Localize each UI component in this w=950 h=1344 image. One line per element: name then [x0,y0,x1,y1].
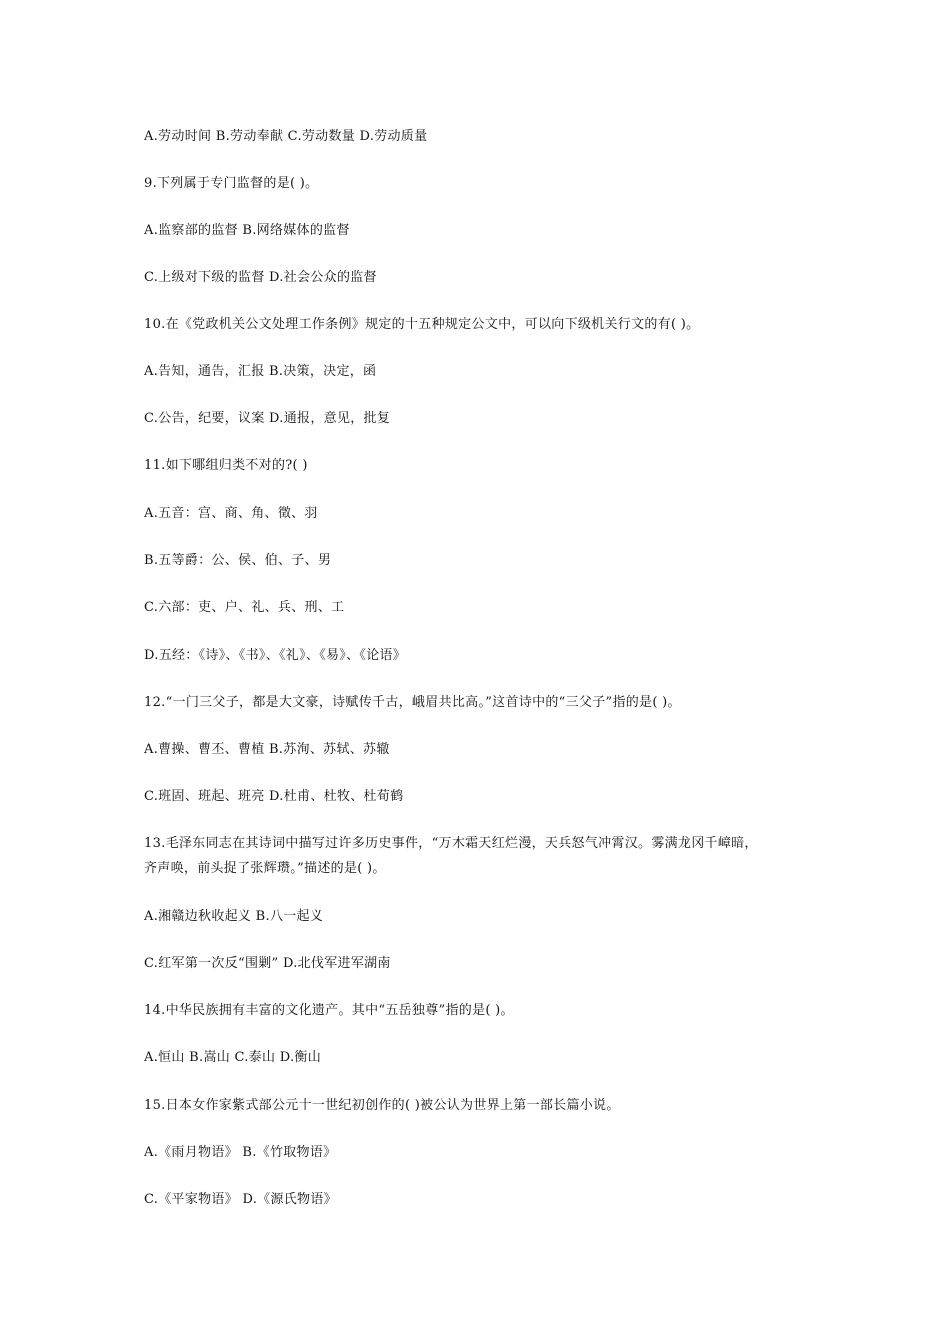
option-q11-b: B.五等爵：公、侯、伯、子、男 [144,553,332,568]
option-q11-d: D.五经：《诗》、《书》、《礼》、《易》、《论语》 [144,648,407,663]
option-q11-a: A.五音：宫、商、角、徵、羽 [144,506,318,521]
question-13-line-2: 齐声唤，前头捉了张辉瓒。”描述的是( )。 [144,861,386,876]
option-line-q9-ab: A.监察部的监督 B.网络媒体的监督 [144,223,350,238]
option-line-q14: A.恒山 B.嵩山 C.泰山 D.衡山 [144,1050,322,1065]
question-14: 14.中华民族拥有丰富的文化遗产。其中“五岳独尊”指的是( )。 [144,1003,514,1018]
option-line-q12-cd: C.班固、班起、班亮 D.杜甫、杜牧、杜荀鹤 [144,789,404,804]
question-9: 9.下列属于专门监督的是( )。 [144,176,319,191]
option-line-q13-ab: A.湘赣边秋收起义 B.八一起义 [144,909,324,924]
option-line-q15-cd: C.《平家物语》 D.《源氏物语》 [144,1192,337,1207]
question-15: 15.日本女作家紫式部公元十一世纪初创作的( )被公认为世界上第一部长篇小说。 [144,1098,620,1113]
option-line-q10-ab: A.告知，通告，汇报 B.决策，决定，函 [144,364,377,379]
option-line-q13-cd: C.红军第一次反“围剿” D.北伐军进军湖南 [144,956,391,971]
option-line-q15-ab: A.《雨月物语》 B.《竹取物语》 [144,1145,337,1160]
option-line-q10-cd: C.公告，纪要，议案 D.通报，意见，批复 [144,411,391,426]
question-12: 12.“一门三父子，都是大文豪，诗赋传千古，峨眉共比高。”这首诗中的“三父子”指的是( )。 [144,695,681,710]
question-13-line-1: 13.毛泽东同志在其诗词中描写过许多历史事件，“万木霜天红烂漫，天兵怒气冲霄汉。雾满龙冈千嶂暗， [144,836,758,851]
question-10: 10.在《党政机关公文处理工作条例》规定的十五种规定公文中，可以向下级机关行文的有( )。 [144,317,700,332]
question-11: 11.如下哪组归类不对的?( ) [144,458,308,473]
option-line-q8: A.劳动时间 B.劳动奉献 C.劳动数量 D.劳动质量 [144,129,428,144]
option-line-q12-ab: A.曹操、曹丕、曹植 B.苏洵、苏轼、苏辙 [144,742,390,757]
option-line-q9-cd: C.上级对下级的监督 D.社会公众的监督 [144,270,377,285]
option-q11-c: C.六部：吏、户、礼、兵、刑、工 [144,600,345,615]
